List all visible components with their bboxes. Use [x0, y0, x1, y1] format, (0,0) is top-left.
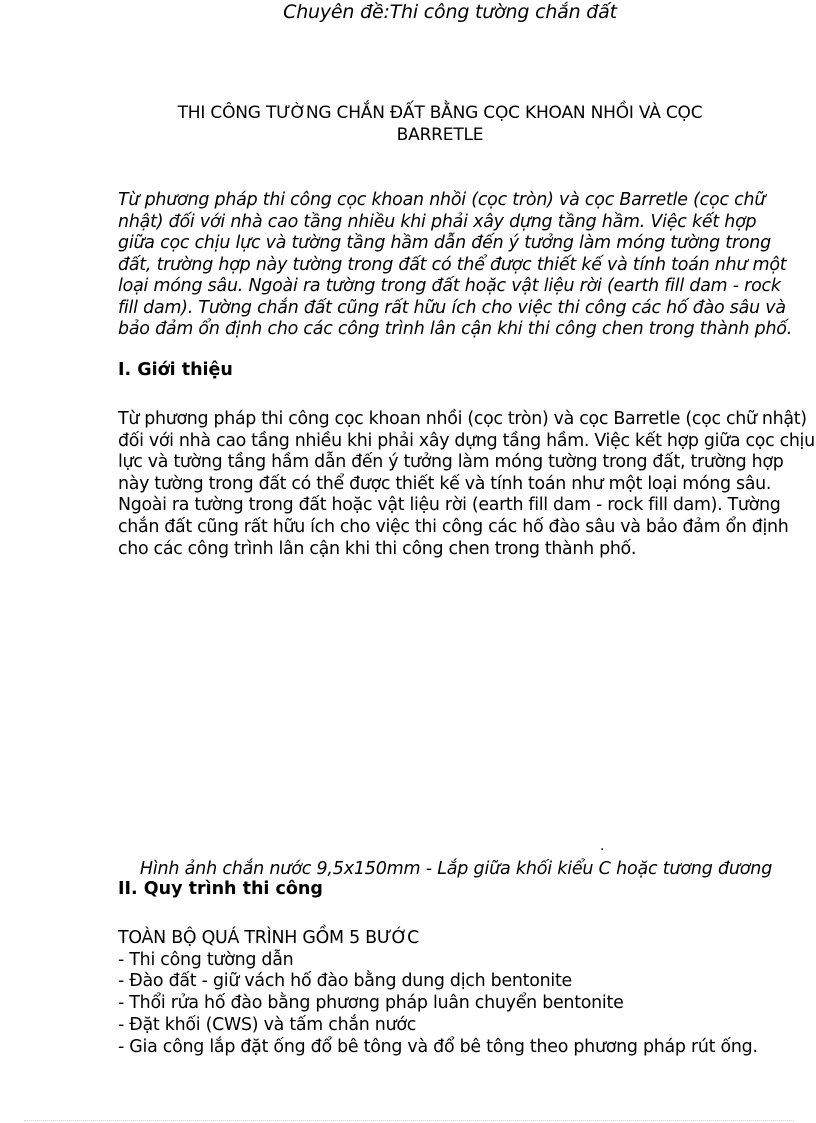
figure-placeholder-marker: .: [600, 838, 605, 854]
list-item: - Thi công tường dẫn: [118, 949, 294, 970]
running-header: Chuyên đề:Thi công tường chắn đất: [283, 1, 617, 23]
list-item: - Đặt khối (CWS) và tấm chắn nước: [118, 1014, 417, 1035]
figure-caption: Hình ảnh chắn nước 9,5x150mm - Lắp giữa khối kiểu C hoặc tương đương: [139, 859, 773, 879]
list-item: - Đào đất - giữ vách hố đào bằng dung dịch bentonite: [118, 971, 572, 992]
construction-steps: [118, 928, 808, 1058]
document-title: THI CÔNG TƯỜNG CHẮN ĐẤT BẰNG CỌC KHOAN NHỒI VÀ CỌC BARRETLE: [177, 103, 703, 145]
introduction-paragraph: Ngoài ra tường trong đất hoặc vật liệu rời (earth fill dam - rock fill dam). Tường chắn đất cũng rất hữu ích cho việc thi công các hố đào sâu và bảo đảm ổn định cho các công trình lân cận khi thi công chen trong thành phố.: [118, 495, 789, 559]
introduction-body: [118, 409, 816, 560]
introduction-paragraph: Từ phương pháp thi công cọc khoan nhồi (cọc tròn) và cọc Barretle (cọc chữ nhật) đối với nhà cao tầng nhiều khi phải xây dựng tầng hầm. Việc kết hợp giữa cọc chịu lực và tường tầng hầm dẫn đến ý tưởng làm móng tường trong đất, trường hợp này tường trong đất có thể được thiết kế và tính toán như một loại móng sâu.: [118, 409, 815, 494]
list-item: - Thổi rửa hố đào bằng phương pháp luân chuyển bentonite: [118, 993, 624, 1014]
abstract-paragraph: Từ phương pháp thi công cọc khoan nhồi (cọc tròn) và cọc Barretle (cọc chữ nhật) đối với nhà cao tầng nhiều khi phải xây dựng tầng hầm. Việc kết hợp giữa cọc chịu lực và tường tầng hầm dẫn đến ý tưởng làm móng tường trong đất, trường hợp này tường trong đất có thể được thiết kế và tính toán như một loại móng sâu. Ngoài ra tường trong đất hoặc vật liệu rời (earth fill dam - rock fill dam). Tường chắn đất cũng rất hữu ích cho việc thi công các hố đào sâu và bảo đảm ổn định cho các công trình lân cận khi thi công chen trong thành phố.: [118, 190, 793, 339]
section-heading-introduction: I. Giới thiệu: [118, 360, 233, 380]
steps-list: [118, 950, 808, 1059]
steps-intro: TOÀN BỘ QUÁ TRÌNH GỒM 5 BƯỚC: [118, 928, 420, 948]
list-item: - Gia công lắp đặt ống đổ bê tông và đổ bê tông theo phương pháp rút ống.: [118, 1036, 758, 1057]
page-bottom-divider: [24, 1120, 794, 1121]
section-heading-construction-process: II. Quy trình thi công: [118, 879, 323, 899]
